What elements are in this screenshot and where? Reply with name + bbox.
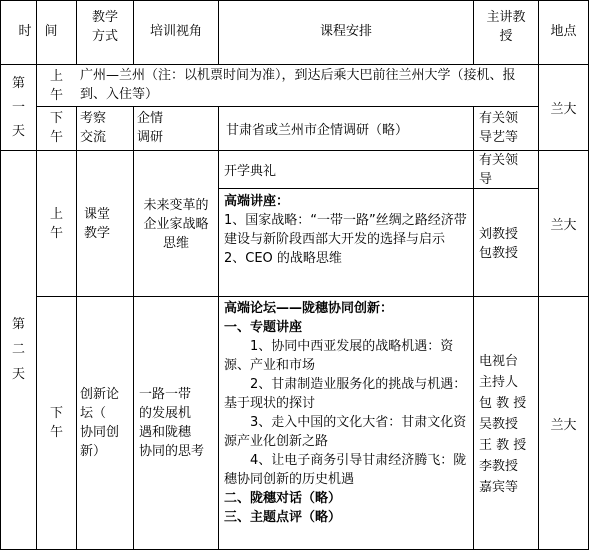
lecture-item-2: 2、CEO 的战略思维	[224, 251, 342, 266]
day2-pm-teacher: 电视台 主持人 包 教 授 吴教授 王 教 授 李教授 嘉宾等	[479, 354, 527, 495]
day1-pm-course: 甘肃省或兰州市企情调研（略）	[226, 123, 409, 138]
forum-item-4: 4、让电子商务引导甘肃经济腾飞：陇穗协同创新的历史机遇	[224, 453, 467, 487]
header-view: 培训视角	[149, 24, 202, 39]
day1-pm-view: 企情 调研	[137, 111, 164, 145]
day2-pm-view: 一路一带 的发展机 遇和陇穗 协同的思考	[139, 387, 205, 459]
forum-section-1: 一、专题讲座	[224, 320, 303, 335]
day2-lecture-teacher: 刘教授 包教授	[479, 227, 519, 261]
day2-am-place: 兰大	[550, 218, 577, 233]
day2-forum	[224, 299, 472, 549]
day1-pm-mode: 考察 交流	[80, 111, 107, 145]
col-rule-4b	[218, 106, 219, 550]
day1-place: 兰大	[550, 102, 577, 117]
rule-day1-am	[36, 106, 538, 107]
col-rule-2b	[76, 106, 77, 550]
header-course: 课程安排	[319, 24, 372, 39]
day1-am-course: 广州—兰州（注：以机票时间为准），到达后乘大巴前往兰州大学（接机、报到、入住等）	[80, 68, 516, 102]
border-top	[0, 0, 589, 1]
day1-pm-teacher: 有关领 导艺等	[479, 111, 519, 145]
day2-am-view: 未来变革的 企业家战略 思维	[143, 198, 209, 251]
lecture-item-1: 1、国家战略：“一带一路”丝绸之路经济带建设与新阶段西部大开发的选择与启示	[224, 213, 467, 247]
day2-pm-label: 下 午	[49, 406, 63, 440]
day2-pm-place: 兰大	[550, 418, 577, 433]
day1-pm-label: 下 午	[49, 111, 63, 145]
header-mode: 教学 方式	[91, 10, 118, 44]
forum-section-2: 二、陇穗对话（略）	[224, 491, 342, 506]
col-rule-3b	[133, 106, 134, 550]
rule-header	[0, 64, 589, 65]
forum-title: 高端论坛——陇穗协同创新：	[224, 301, 394, 316]
day2-label: 第 二 天	[11, 317, 25, 382]
col-rule-6	[538, 0, 539, 550]
day2-opening-teacher: 有关领 导	[479, 153, 519, 187]
day2-lecture	[224, 192, 472, 296]
day2-opening: 开学典礼	[224, 164, 277, 179]
day1-am-label: 上 午	[49, 69, 63, 103]
header-time: 时 间	[18, 24, 58, 39]
lecture-title: 高端讲座：	[224, 194, 290, 209]
forum-item-2: 2、甘肃制造业服务化的挑战与机遇：基于现状的探讨	[224, 377, 467, 411]
day2-am-mode: 课堂 教学	[84, 207, 111, 241]
header-place: 地点	[550, 24, 577, 39]
forum-item-1: 1、协同中西亚发展的战略机遇：资源、产业和市场	[224, 339, 454, 373]
col-rule-5b	[473, 106, 474, 550]
day1-label: 第 一 天	[11, 76, 25, 139]
day2-pm-mode: 创新论 坛（ 协同创 新）	[80, 387, 120, 459]
header-teacher: 主讲教 授	[486, 10, 526, 44]
forum-section-3: 三、主题点评（略）	[224, 510, 342, 525]
forum-item-3: 3、走入中国的文化大省：甘肃文化资源产业化创新之路	[224, 415, 467, 449]
day2-am-label: 上 午	[49, 207, 63, 241]
rule-day2-am	[36, 296, 589, 297]
